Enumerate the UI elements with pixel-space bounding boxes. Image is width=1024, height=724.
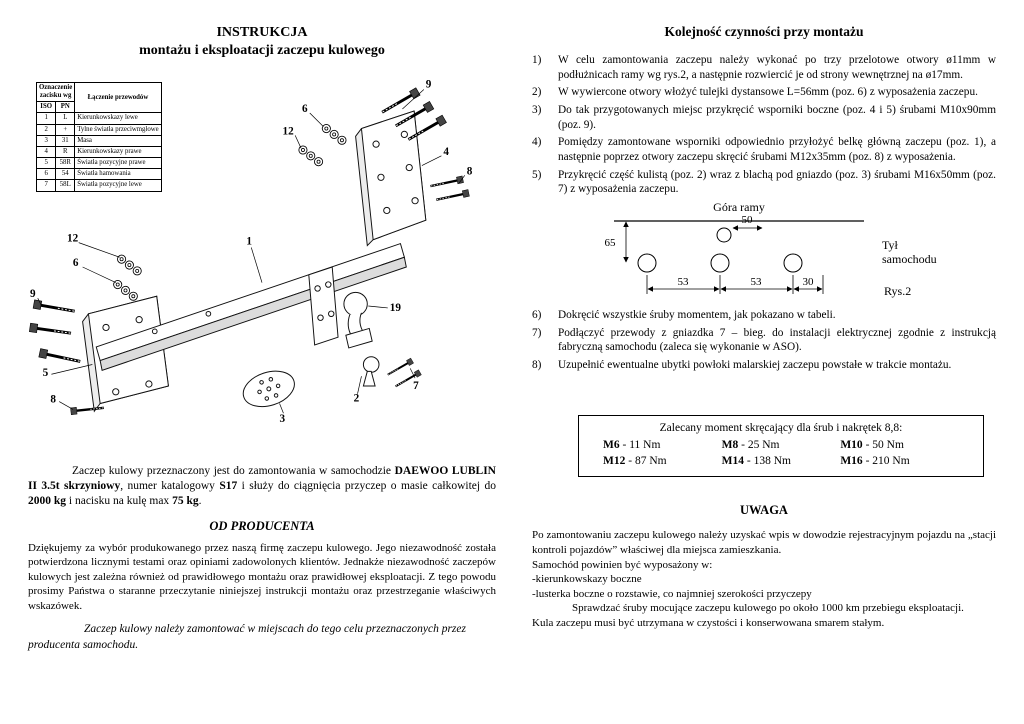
part-label: 3 [279, 413, 286, 426]
step-number: 6) [532, 309, 542, 322]
step-number: 2) [532, 86, 542, 99]
bolt [29, 300, 81, 366]
title-line-1: INSTRUKCJA [216, 25, 308, 40]
table-header-terminal: Oznaczenie zacisku wg [37, 83, 75, 102]
step-item [532, 168, 996, 197]
step-item [532, 103, 996, 132]
table-cell: 1 [37, 113, 56, 124]
step-text: W celu zamontowania zaczepu należy wykonać po trzy przelotowe otwory ø11mm w podłużnicach ramy wg rys.2, a następnie rozwiercić je od strony wewnętrznej na ø17mm. [558, 54, 996, 81]
warning-heading: UWAGA [740, 503, 788, 518]
part-label: 5 [42, 367, 49, 380]
warning-line: Sprawdzać śruby mocujące zaczepu kulowego po około 1000 km przebiegu eksploatacji. [572, 602, 964, 615]
step-text: Przykręcić część kulistą (poz. 2) wraz z blachą pod gniazdo (poz. 3) śrubami M16x50mm (poz. 7) z wyposażenia zaczepu. [558, 168, 996, 196]
step-number: 5) [532, 168, 542, 181]
wiring-table [36, 82, 162, 192]
rear-label-line2: samochodu [882, 252, 937, 267]
torque-item: M8 - 25 Nm [721, 439, 780, 452]
assembly-title: Kolejność czynności przy montażu [664, 24, 864, 39]
warning-line: -lusterka boczne o rozstawie, co najmniej szerokości przyczepy [532, 587, 812, 600]
table-row [37, 146, 162, 157]
torque-item: M12 - 87 Nm [603, 454, 667, 467]
producer-heading: OD PRODUCENTA [209, 518, 315, 533]
torque-table [578, 415, 984, 478]
ball-mount-plate [309, 267, 338, 345]
table-cell: + [56, 124, 75, 135]
warning-line: -kierunkowskazy boczne [532, 573, 642, 586]
part-label: 6 [301, 102, 308, 115]
step-text: Uzupełnić ewentualne ubytki powłoki malarskiej zaczepu powstałe w trakcie montażu. [558, 359, 952, 372]
dim-chain [647, 275, 823, 294]
document-title [28, 24, 496, 60]
part-label: 2 [353, 392, 360, 405]
figure-label: Rys.2 [884, 284, 912, 299]
step-item [532, 326, 996, 355]
dim-53a: 53 [677, 276, 689, 289]
part-label: 9 [29, 288, 36, 301]
step-item [532, 308, 996, 323]
table-cell: Światła pozycyjne prawe [75, 158, 161, 169]
table-cell: Światła pozycyjne lewe [75, 180, 161, 191]
table-cell: R [56, 146, 75, 157]
warning-line: Samochód powinien być wyposażony w: [532, 558, 713, 571]
step-number: 8) [532, 359, 542, 372]
table-row [37, 180, 162, 191]
dim-53b: 53 [750, 276, 762, 289]
step-item [532, 135, 996, 164]
part-label: 6 [72, 257, 79, 270]
part-label: 9 [425, 78, 432, 91]
side-bracket-right [356, 111, 426, 246]
table-cell: Kierunkowskazy lewe [75, 113, 161, 124]
table-cell: 54 [56, 169, 75, 180]
table-row [37, 158, 162, 169]
part-label: 4 [443, 145, 449, 158]
table-row [37, 113, 162, 124]
frame-hole-small [717, 228, 731, 242]
rys2-top-label: Góra ramy [713, 201, 765, 215]
table-cell: Światła hamowania [75, 169, 161, 180]
frame-hole [638, 254, 656, 272]
bolt [71, 404, 105, 414]
table-cell: 7 [37, 180, 56, 191]
producer-note: Zaczep kulowy należy zamontować w miejscach do tego celu przeznaczonych przez producenta samochodu. [28, 622, 466, 651]
table-header-wires: Łączenie przewodów [75, 83, 161, 113]
right-column [532, 24, 996, 631]
frame-hole [784, 254, 802, 272]
step-item [532, 53, 996, 82]
table-cell: 6 [37, 169, 56, 180]
part-label: 7 [413, 379, 419, 392]
torque-grid [587, 438, 975, 469]
step-number: 1) [532, 54, 542, 66]
part-label: 8 [466, 165, 473, 178]
part-label: 8 [50, 393, 57, 406]
step-number: 3) [532, 104, 542, 117]
table-header-pn: PN [56, 102, 75, 113]
step-text: W wywiercone otwory włożyć tulejki dystansowe L=56mm (poz. 6) z wyposażenia zaczepu. [558, 86, 978, 99]
table-cell: 31 [56, 135, 75, 146]
torque-item: M10 - 50 Nm [840, 439, 904, 452]
table-cell: Tylne światła przeciwmgłowe [75, 124, 161, 135]
torque-item: M6 - 11 Nm [603, 439, 661, 452]
table-row [37, 169, 162, 180]
part-label: 12 [67, 232, 79, 245]
part-label: 19 [389, 301, 401, 314]
left-column [28, 24, 496, 651]
step-text: Pomiędzy zamontowane wsporniki odpowiednio przyłożyć belkę główną zaczepu (poz. 1), a następnie poprzez otwory zaczepu skręcić śrubami M12x35mm (poz. 8) z wyposażenia. [558, 136, 996, 164]
table-cell: 58L [56, 180, 75, 191]
step-text: Do tak przygotowanych miejsc przykręcić wsporniki boczne (poz. 4 i 5) śrubami M10x90mm (poz. 9). [558, 104, 996, 131]
table-cell: 58R [56, 158, 75, 169]
bolt [430, 176, 470, 203]
intro-paragraph: Zaczep kulowy przeznaczony jest do zamontowania w samochodzie DAEWOO LUBLIN II 3.5t skrzyniowy, numer katalogowy S17 i służy do ciągnięcia przyczep o masie całkowitej do 2000 kg i nacisku na kulę max 75 kg. [28, 465, 496, 508]
dim-50: 50 [741, 214, 753, 227]
table-cell: 3 [37, 135, 56, 146]
warning-line: Kula zaczepu musi być utrzymana w czystości i konserwowana smarem stałym. [532, 617, 885, 630]
rear-label-line1: Tył [882, 238, 898, 253]
part-label: 1 [246, 235, 253, 248]
torque-item: M16 - 210 Nm [840, 454, 910, 467]
step-number: 4) [532, 136, 542, 149]
step-text: Dokręcić wszystkie śruby momentem, jak pokazano w tabeli. [558, 309, 836, 322]
torque-item: M14 - 138 Nm [721, 454, 791, 467]
step-text: Podłączyć przewody z gniazdka 7 – bieg. do instalacji elektrycznej zgodnie z instrukcją fabryczną samochodu (zaleca się wykonanie w ASO). [558, 326, 996, 354]
table-cell: 2 [37, 124, 56, 135]
warning-text [532, 528, 996, 630]
dim-30: 30 [802, 276, 814, 289]
table-row [37, 124, 162, 135]
table-cell: 4 [37, 146, 56, 157]
table-cell: Kierunkowskazy prawe [75, 146, 161, 157]
table-cell: L [56, 113, 75, 124]
table-cell: Masa [75, 135, 161, 146]
table-row [37, 135, 162, 146]
part-label: 12 [282, 125, 294, 138]
dim-65: 65 [604, 237, 616, 250]
left-text-block [28, 464, 496, 653]
table-cell: 5 [37, 158, 56, 169]
warning-line: Po zamontowaniu zaczepu kulowego należy uzyskać wpis w dowodzie rejestracyjnym pojazdu na „stacji kontroli pojazdów” właściwej dla miejsca zamieszkania. [532, 529, 996, 556]
title-line-2: montażu i eksploatacji zaczepu kulowego [139, 43, 385, 59]
torque-title: Zalecany moment skręcający dla śrub i nakrętek 8,8: [659, 421, 903, 434]
step-item [532, 358, 996, 373]
producer-paragraph: Dziękujemy za wybór produkowanego przez naszą firmę zaczepu kulowego. Jego niezawodność została potwierdzona licznymi testami oraz opiniami zadowolonych klientów. Jednakże niezawodność zaczepów kulowych jest zależna również od prawidłowego montażu oraz prawidłowej eksploatacji. Z tego powodu prosimy Państwa o staranne przeczytanie niniejszej instrukcji montażu oraz przestrzeganie właściwych wskazówek. [28, 541, 496, 613]
rys2-diagram [574, 201, 982, 305]
step-item [532, 85, 996, 100]
frame-hole [711, 254, 729, 272]
table-header-iso: ISO [37, 102, 56, 113]
socket-plate [239, 365, 299, 413]
step-number: 7) [532, 326, 542, 339]
